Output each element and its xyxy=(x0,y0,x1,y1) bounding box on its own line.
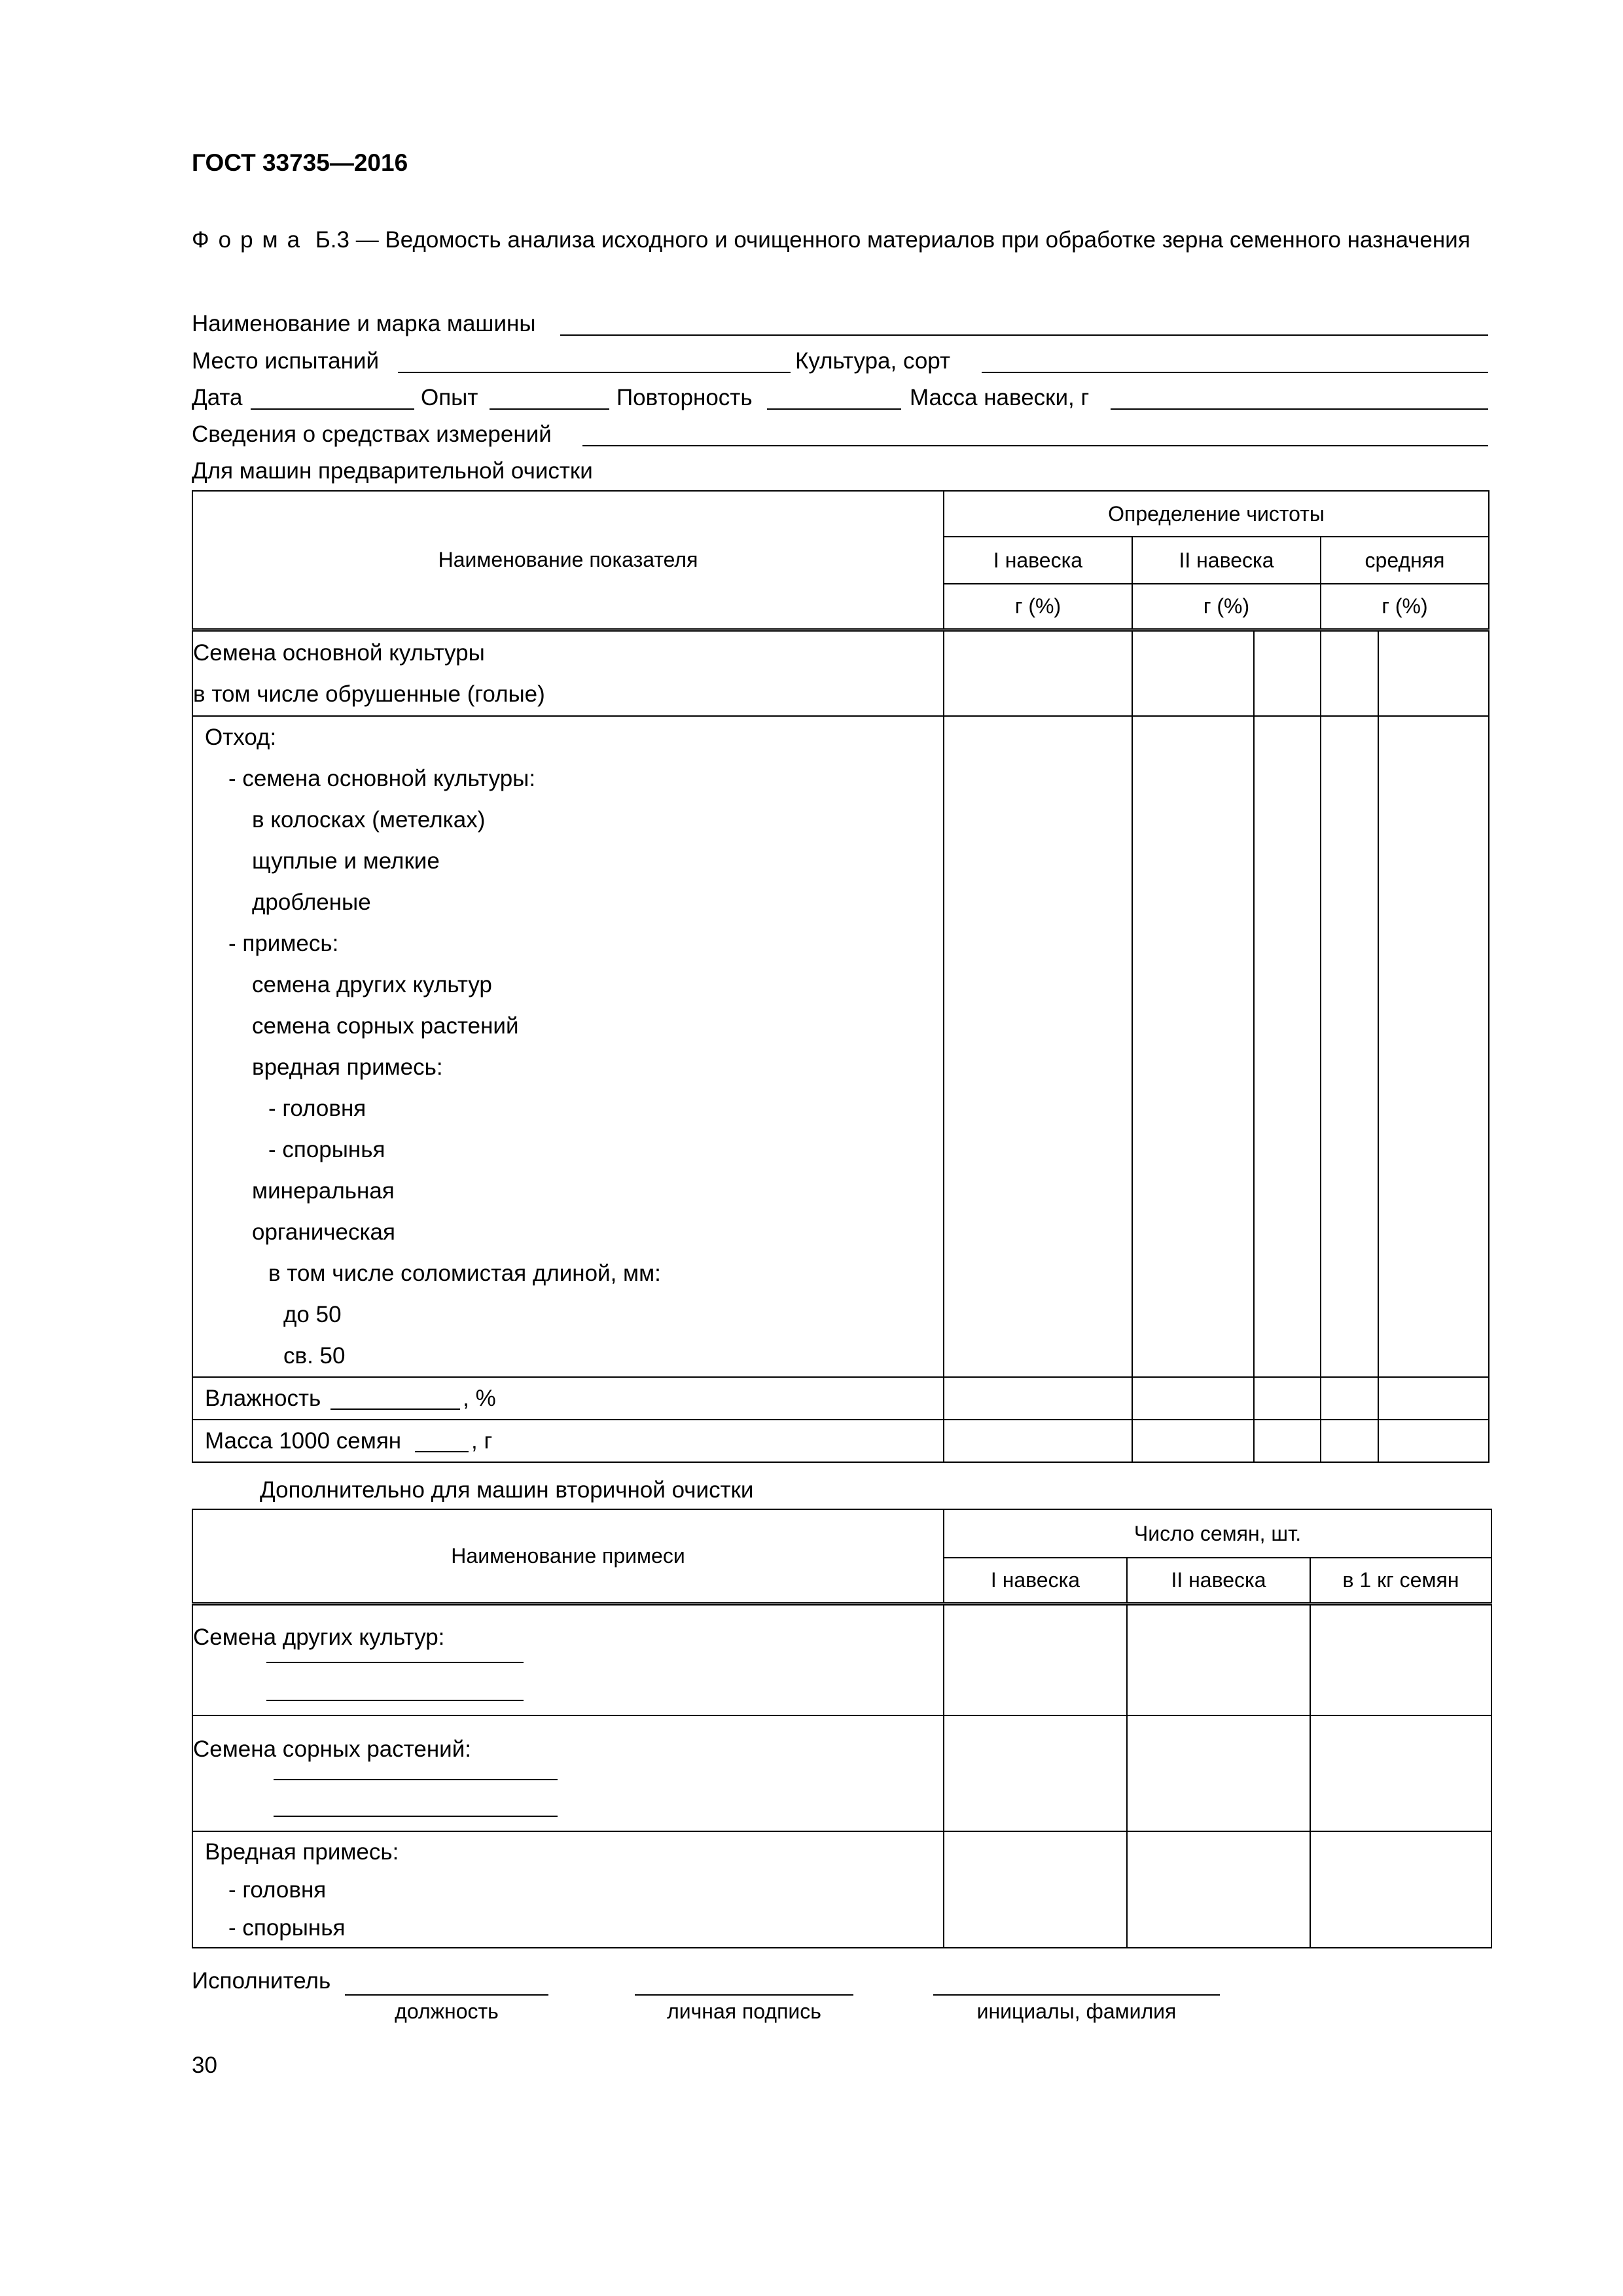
pre-clean-label: Для машин предварительной очистки xyxy=(192,458,593,484)
position-caption: должность xyxy=(395,2000,499,2023)
cell[interactable] xyxy=(1127,1831,1310,1948)
row-label: в том числе обрушенные (голые) xyxy=(193,681,545,707)
field-mass-label: Масса навески, г xyxy=(910,385,1090,410)
row-label: семена сорных растений xyxy=(252,1013,519,1039)
row-label: в колосках (метелках) xyxy=(252,807,486,833)
moisture-unit: , % xyxy=(463,1386,496,1411)
blank-line[interactable] xyxy=(274,1816,558,1817)
cell[interactable] xyxy=(1321,1377,1378,1420)
row-label: щуплые и мелкие xyxy=(252,848,440,874)
cell[interactable] xyxy=(944,630,1132,716)
row-label: вредная примесь: xyxy=(252,1054,443,1080)
col-unit-3: г (%) xyxy=(1321,584,1489,630)
field-repeat-line[interactable] xyxy=(767,408,901,410)
cell[interactable] xyxy=(1310,1831,1491,1948)
form-word: Форма xyxy=(192,227,310,253)
blank-lines[interactable] xyxy=(274,1779,558,1817)
standard-code: ГОСТ 33735—2016 xyxy=(192,149,408,176)
row-label: Семена других культур: xyxy=(193,1624,445,1650)
cell[interactable] xyxy=(1254,630,1321,716)
position-line[interactable] xyxy=(345,1994,548,1996)
cell[interactable] xyxy=(1378,716,1489,1377)
cell[interactable] xyxy=(1310,1715,1491,1831)
col-unit-1: г (%) xyxy=(944,584,1132,630)
row-harmful xyxy=(192,1831,944,1948)
cell[interactable] xyxy=(1127,1604,1310,1715)
row-label: семена других культур xyxy=(252,972,492,997)
field-instruments-label: Сведения о средствах измерений xyxy=(192,422,552,447)
col2-per-kg: в 1 кг семян xyxy=(1310,1558,1491,1604)
col-sample-1: I навеска xyxy=(944,537,1132,584)
cell[interactable] xyxy=(1378,1377,1489,1420)
row-weeds xyxy=(192,1715,944,1831)
col-average: средняя xyxy=(1321,537,1489,584)
blank-line[interactable] xyxy=(266,1662,524,1663)
field-place-label: Место испытаний xyxy=(192,348,380,374)
col-sample-2: II навеска xyxy=(1132,537,1321,584)
cell[interactable] xyxy=(1321,630,1378,716)
field-experiment-line[interactable] xyxy=(490,408,609,410)
cell[interactable] xyxy=(1254,716,1321,1377)
row-label: Семена сорных растений: xyxy=(193,1736,472,1762)
moisture-label: Влажность xyxy=(205,1386,321,1411)
col-seed-count-group: Число семян, шт. xyxy=(944,1509,1491,1558)
cell[interactable] xyxy=(1132,1377,1254,1420)
col-purity-group: Определение чистоты xyxy=(944,491,1489,537)
cell[interactable] xyxy=(1132,630,1254,716)
cell[interactable] xyxy=(1321,716,1378,1377)
impurity-table xyxy=(192,1509,1492,1948)
col-impurity-name: Наименование примеси xyxy=(192,1509,944,1604)
cell[interactable] xyxy=(944,1377,1132,1420)
row-label: Вредная примесь: xyxy=(205,1839,399,1865)
cell[interactable] xyxy=(944,1604,1127,1715)
blank-lines[interactable] xyxy=(266,1662,524,1701)
secondary-label: Дополнительно для машин вторичной очистки xyxy=(260,1477,754,1503)
field-repeat-label: Повторность xyxy=(616,385,753,410)
row-main-culture xyxy=(192,630,944,716)
row-label: - головня xyxy=(228,1877,327,1903)
row-label: в том числе соломистая длиной, мм: xyxy=(268,1261,661,1286)
col2-sample-1: I навеска xyxy=(944,1558,1127,1604)
name-caption: инициалы, фамилия xyxy=(976,2000,1177,2023)
cell[interactable] xyxy=(1127,1715,1310,1831)
mass1000-blank[interactable] xyxy=(415,1451,469,1452)
row-label: минеральная xyxy=(252,1178,395,1204)
row-other-cultures xyxy=(192,1604,944,1715)
cell[interactable] xyxy=(1132,1420,1254,1462)
row-label: - спорынья xyxy=(268,1137,385,1162)
field-machine-label: Наименование и марка машины xyxy=(192,311,536,336)
cell[interactable] xyxy=(1254,1377,1321,1420)
row-moisture xyxy=(192,1377,944,1420)
row-mass1000 xyxy=(192,1420,944,1462)
blank-line[interactable] xyxy=(274,1779,558,1780)
row-label: Семена основной культуры xyxy=(193,639,485,666)
signature-line[interactable] xyxy=(635,1994,853,1996)
row-label: Отход: xyxy=(205,725,277,750)
col-unit-2: г (%) xyxy=(1132,584,1321,630)
moisture-blank[interactable] xyxy=(330,1408,460,1410)
cell[interactable] xyxy=(1132,716,1254,1377)
form-caption xyxy=(192,225,1494,255)
field-instruments-line[interactable] xyxy=(582,445,1488,446)
row-label: дробленые xyxy=(252,889,371,915)
field-experiment-label: Опыт xyxy=(421,385,478,410)
row-label: св. 50 xyxy=(283,1343,346,1369)
name-line[interactable] xyxy=(933,1994,1220,1996)
form-title: Б.3 — Ведомость анализа исходного и очищенного материалов при обработке зерна семенного назначения xyxy=(315,227,1471,253)
field-culture-label: Культура, сорт xyxy=(795,348,951,374)
field-machine-line[interactable] xyxy=(560,334,1488,336)
field-date-line[interactable] xyxy=(251,408,414,410)
row-label: до 50 xyxy=(283,1302,342,1327)
cell[interactable] xyxy=(1310,1604,1491,1715)
row-label: - спорынья xyxy=(228,1915,346,1941)
cell[interactable] xyxy=(1254,1420,1321,1462)
col2-sample-2: II навеска xyxy=(1127,1558,1310,1604)
row-label: - примесь: xyxy=(228,931,339,956)
mass1000-label: Масса 1000 семян xyxy=(205,1428,402,1454)
row-label: - головня xyxy=(268,1096,366,1121)
executor-label: Исполнитель xyxy=(192,1968,331,1994)
purity-table xyxy=(192,490,1489,1463)
row-waste xyxy=(192,716,944,1377)
cell[interactable] xyxy=(944,1831,1127,1948)
row-label: органическая xyxy=(252,1219,395,1245)
field-place-line[interactable] xyxy=(398,372,791,373)
mass1000-unit: , г xyxy=(471,1428,493,1454)
field-mass-line[interactable] xyxy=(1111,408,1488,410)
cell[interactable] xyxy=(1321,1420,1378,1462)
blank-line[interactable] xyxy=(266,1700,524,1701)
signature-caption: личная подпись xyxy=(667,2000,821,2023)
row-label: - семена основной культуры: xyxy=(228,766,536,791)
page-number: 30 xyxy=(192,2053,217,2078)
cell[interactable] xyxy=(944,1420,1132,1462)
cell[interactable] xyxy=(944,716,1132,1377)
cell[interactable] xyxy=(944,1715,1127,1831)
field-culture-line[interactable] xyxy=(982,372,1488,373)
field-date-label: Дата xyxy=(192,385,243,410)
col-indicator-name: Наименование показателя xyxy=(192,491,944,630)
cell[interactable] xyxy=(1378,630,1489,716)
cell[interactable] xyxy=(1378,1420,1489,1462)
